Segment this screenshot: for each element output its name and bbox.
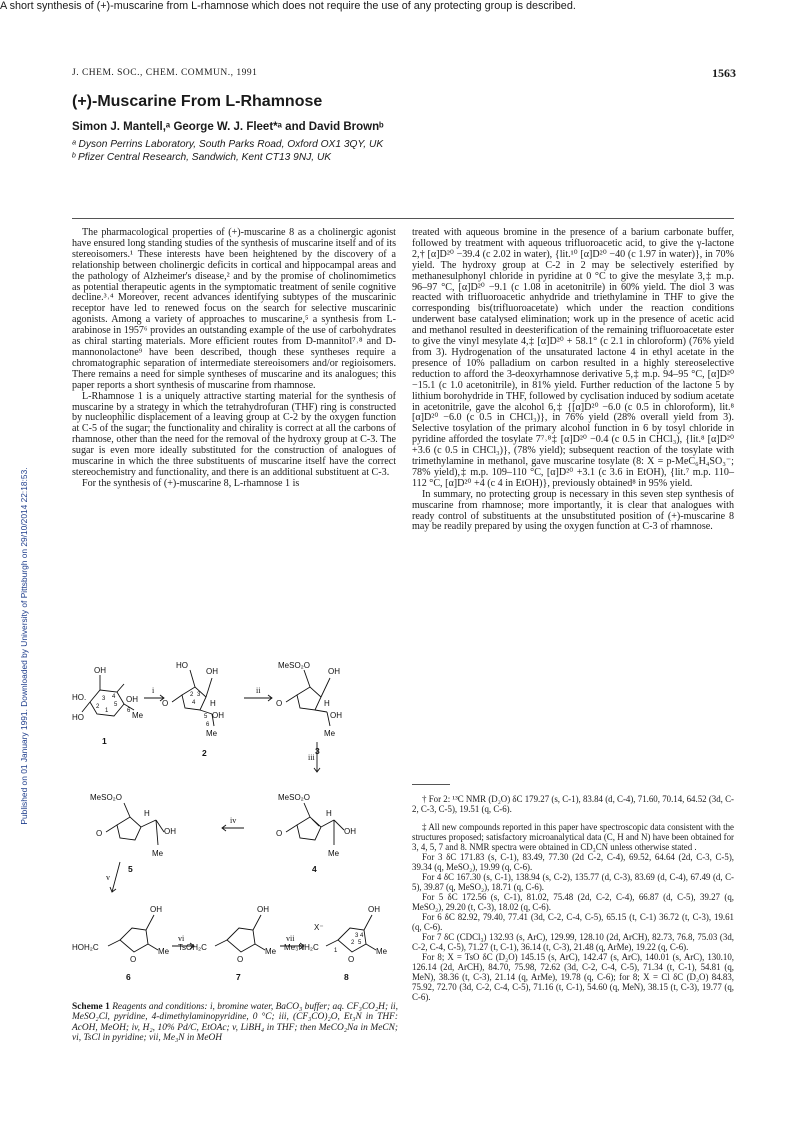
footnote-divider: [412, 784, 450, 785]
svg-text:HO: HO: [176, 661, 188, 670]
paragraph: treated with aqueous bromine in the presence of a barium carbonate buffer, followed by treatment with aqueous trifluoroacetic acid, to give the γ-lactone 2,† [α]D²⁰ −39.4 (c 2.02 in water), {lit.¹⁰ [α]D²⁰ −40 (c 1.97 in water)}, in 70% yield. The hydroxy group at C-2 in 2 may be selectively esterified by methanesulphonyl chloride in pyridine at 0 °C to give the mesylate 3,‡ m.p. 96–97 °C, [α]D²⁰ −9.1 (c 1.08 in acetonitrile) in 60% yield. The diol 3 was reacted with trifluoroacetic anhydride and triethylamine in THF to give the corresponding bis(trifluoroacetate) which under the reaction conditions underwent base catalysed elimination; work up in the presence of acetic acid and methanol resulted in deesterification of the remaining trifluoroacetate ester to give the vinyl mesylate 4,‡ [α]D²⁰ + 58.1° (c 2.1 in chloroform) (76% yield from 3). Hydrogenation of the unsaturated lactone 4 in ethyl acetate in the presence of 10% palladium on carbon resulted in a highly stereoselective reduction to afford the 3-deoxyrhamnose derivative 5,‡ m.p. 94–95 °C, [α]D²⁰ −15.1 (c 1.0 acetonitrile), in 81% yield. Further reduction of the lactone 5 by lithium borohydride in THF, followed by cyclisation induced by sodium acetate in acetonitrile, gave the alcohol 6,‡ {[α]D²⁰ −6.0 (c 0.5 in chloroform), lit.⁸ [α]D²⁰ −6.0 (c 0.5 in CHCl₃)}, in 76% yield (28% overall yield from 3). Selective tosylation of the primary alcohol function in 6 by tosyl chloride in pyridine afforded the tosylate 7⁷˒⁸‡ [α]D²⁰ −0.4 (c 0.5 in CHCl₃), {lit.⁸ [α]D²⁰ +3.6 (c 0.5 in CHCl₃)}, (78% yield); subsequent reaction of the tosylate with trimethylamine in methanol, gave muscarine tosylate (8: X = p-MeC₆H₄SO₃⁻; 78% yield),‡ m.p. 109–110 °C, [α]D²⁰ +3.1 (c 3.6 in EtOH), {lit.⁷ m.p. 110–112 °C, [α]D²⁰ +4 (c 4 in EtOH)}, previously obtained⁸ in 95% yield.: [412, 227, 734, 489]
footnotes: [412, 794, 734, 1002]
step-i-label: i: [152, 686, 155, 695]
compound-7-label: 7: [236, 972, 241, 982]
caption-heading: Scheme 1: [72, 1002, 110, 1012]
download-watermark: Published on 01 January 1991. Downloaded by University of Pittsburgh on 29/10/2014 22:18:53.: [19, 467, 29, 825]
svg-text:OH: OH: [150, 905, 162, 914]
svg-text:4: 4: [360, 933, 364, 939]
svg-text:Me: Me: [132, 711, 144, 720]
page-number: 1563: [712, 66, 736, 80]
svg-text:6: 6: [206, 722, 210, 728]
svg-text:OH: OH: [344, 827, 356, 836]
reaction-scheme: [72, 640, 402, 995]
svg-text:OH: OH: [212, 711, 224, 720]
compound-5-ring: [117, 817, 141, 840]
compound-4-label: 4: [312, 864, 317, 874]
svg-text:Me₃NH₂C: Me₃NH₂C: [284, 943, 319, 952]
svg-text:OH: OH: [330, 711, 342, 720]
compound-7-ring: [227, 928, 255, 952]
svg-text:OH: OH: [164, 827, 176, 836]
svg-text:3: 3: [197, 692, 201, 698]
caption-text: Reagents and conditions: i, bromine water, BaCO₃ buffer; aq. CF₃CO₂H; ii, MeSO₂Cl, pyridine, 4-dimethylaminopyridine, 0 °C; iii, (CF₃CO)₂O, Et₃N in THF: AcOH, MeOH; iv, H₂, 10% Pd/C, EtOAc; v, LiBH₄ in THF; then MeCO₂Na in MeCN; vi, TsCl in pyridine; vii, Me₃N in MeOH: [72, 1002, 399, 1044]
svg-text:OH: OH: [368, 905, 380, 914]
svg-text:H: H: [144, 809, 150, 818]
svg-text:O: O: [96, 829, 103, 838]
step-v-label: v: [106, 873, 110, 882]
svg-text:O: O: [237, 955, 244, 964]
svg-text:1: 1: [105, 708, 109, 714]
compound-3-ring: [297, 687, 321, 710]
compound-5-label: 5: [128, 864, 133, 874]
svg-text:Me: Me: [376, 947, 388, 956]
compound-8-label: 8: [344, 972, 349, 982]
svg-text:Me: Me: [152, 849, 164, 858]
svg-text:HO.: HO.: [72, 693, 87, 702]
compound-6-label: 6: [126, 972, 131, 982]
article-title: (+)-Muscarine From L-Rhamnose: [72, 93, 323, 110]
svg-text:OH: OH: [94, 666, 106, 675]
author-list: Simon J. Mantell,ᵃ George W. J. Fleet*ᵃ and David Brownᵇ: [72, 121, 384, 133]
svg-text:2: 2: [96, 704, 100, 710]
svg-text:O: O: [276, 829, 283, 838]
svg-text:1: 1: [334, 948, 338, 954]
svg-text:X⁻: X⁻: [314, 923, 324, 932]
paragraph: In summary, no protecting group is necessary in this seven step synthesis of muscarine from rhamnose; more importantly, it is clear that analogues with ready control of substituents at the unsubstituted position of (+)-muscarine 8 may be readily prepared by using the oxygen function at C-3 of rhamnose.: [412, 488, 734, 533]
svg-text:H: H: [210, 699, 216, 708]
abstract: A short synthesis of (+)-muscarine from L-rhamnose which does not require the use of any protecting group is described.: [0, 0, 576, 12]
journal-header: J. CHEM. SOC., CHEM. COMMUN., 1991: [72, 68, 258, 78]
right-column: [412, 228, 734, 533]
compound-2-ring: [182, 687, 206, 710]
step-iv-label: iv: [230, 816, 237, 825]
svg-text:3: 3: [355, 933, 359, 939]
svg-text:MeSO₂O: MeSO₂O: [278, 661, 310, 670]
svg-text:MeSO₂O: MeSO₂O: [90, 793, 122, 802]
svg-text:6: 6: [127, 708, 131, 714]
svg-text:Me: Me: [206, 729, 218, 738]
footnote: † For 2: ¹³C NMR (D₂O) δC 179.27 (s, C-1), 83.84 (d, C-4), 71.60, 70.14, 64.52 (3d, C-2, C-3, C-5), 19.51 (q, C-6).: [412, 794, 734, 814]
footnote: For 8; X = TsO δC (D₂O) 145.15 (s, ArC), 142.47 (s, ArC), 140.01 (s, ArC), 130.10, 126.14 (2d, ArCH), 84.70, 75.98, 72.62 (3d, C-2, C-4, C-5), 71.34 (t, C-1), 54.81 (q, MeN), 38.36 (t, C-3), 21.14 (q, ArMe), 19.78 (q, C-6); for 8; X = Cl δC (D₂O) 84.83, 75.92, 72.70 (3d, C-2, C-4, C-5), 71.16 (t, C-1), 54.60 (q, MeN), 38.15 (t, C-3), 19.77 (q, C-6).: [412, 952, 734, 1002]
svg-text:OH: OH: [126, 695, 138, 704]
compound-4-ring: [297, 817, 321, 840]
svg-text:Me: Me: [265, 947, 277, 956]
step-vi-label: vi: [178, 934, 185, 943]
svg-text:OH: OH: [328, 667, 340, 676]
footnote: For 3 δC 171.83 (s, C-1), 83.49, 77.30 (2d C-2, C-4), 69.52, 64.64 (2d, C-3, C-5), 39.34 (q, MeSO₂), 19.99 (q, C-6).: [412, 852, 734, 872]
footnote: For 6 δC 82.92, 79.40, 77.41 (3d, C-2, C-4, C-5), 65.15 (t, C-1) 36.72 (t, C-3), 19.61 (q, C-6).: [412, 912, 734, 932]
svg-text:Me: Me: [158, 947, 170, 956]
svg-text:5: 5: [114, 702, 118, 708]
compound-2-label: 2: [202, 748, 207, 758]
svg-text:MeSO₂O: MeSO₂O: [278, 793, 310, 802]
svg-text:4: 4: [192, 700, 196, 706]
svg-text:OH: OH: [257, 905, 269, 914]
svg-text:3: 3: [102, 696, 106, 702]
paragraph: For the synthesis of (+)-muscarine 8, L-rhamnose 1 is: [82, 477, 300, 489]
left-column: [72, 228, 396, 490]
section-divider: [72, 218, 734, 219]
svg-text:2: 2: [190, 692, 194, 698]
svg-text:HO: HO: [72, 713, 84, 722]
footnote: ‡ All new compounds reported in this paper have spectroscopic data consistent with the structures proposed; satisfactory microanalytical data (C, H and N) have been obtained for 3, 4, 5, 7 and 8. NMR spectra were obtained in CD₃CN unless otherwise stated .: [412, 822, 734, 852]
scheme-caption: [72, 1002, 398, 1044]
svg-text:O: O: [348, 955, 355, 964]
paragraph: The pharmacological properties of (+)-muscarine 8 as a cholinergic agonist have ensured long standing studies of the synthesis of muscarine itself and of its stereoisomers.¹ These interests have been heightened by the discovery of a relationship between cholinergic deficits in cortical and hippocampal areas and the pathology of Alzheimer's disease,² and by the promise of cholinomimetics as potential therapeutic agents in the symptomatic treatment of senile cognitive decline.³˒⁴ Moreover, recent advances identifying subtypes of the muscarinic receptor have led to renewed focus on the search for selective muscarinic agonists. Among a variety of approaches to muscarine,⁵ a synthesis from L-arabinose in 1957⁶ provides an outstanding example of the use of carbohydrates as chiral starting materials. More efficient routes from D-mannitol⁷˒⁸ and D-mannonolactone⁹ have been described, though these syntheses require a chromatographic separation of intermediate stereoisomers and/or regioisomers. There remains a need for simple syntheses of muscarine and its analogues; this paper reports a short synthesis of muscarine from rhamnose.: [72, 227, 396, 391]
svg-text:OH: OH: [206, 667, 218, 676]
step-vii-label: vii: [286, 934, 295, 943]
footnote: For 5 δC 172.56 (s, C-1), 81.02, 75.48 (2d, C-2, C-4), 66.87 (d, C-5), 39.27 (q, MeSO₂), 29.20 (t, C-3), 18.02 (q, C-6).: [412, 892, 734, 912]
svg-text:4: 4: [112, 694, 116, 700]
svg-text:H: H: [326, 809, 332, 818]
svg-text:Me: Me: [324, 729, 336, 738]
svg-text:Me: Me: [328, 849, 340, 858]
svg-text:5: 5: [358, 940, 362, 946]
step-iii-label: iii: [308, 753, 315, 762]
affiliation-b: ᵇ Pfizer Central Research, Sandwich, Kent CT13 9NJ, UK: [72, 152, 332, 163]
svg-text:O: O: [162, 699, 169, 708]
svg-text:H: H: [324, 699, 330, 708]
svg-text:O: O: [130, 955, 137, 964]
svg-text:TsOH₂C: TsOH₂C: [178, 943, 207, 952]
step-ii-label: ii: [256, 686, 261, 695]
compound-1-label: 1: [102, 736, 107, 746]
compound-6-ring: [120, 928, 148, 952]
svg-text:5: 5: [204, 714, 208, 720]
svg-text:O: O: [276, 699, 283, 708]
paragraph: L-Rhamnose 1 is a uniquely attractive starting material for the synthesis of muscarine by a strategy in which the tetrahydrofuran (THF) ring is constructed by nucleophilic displacement of a leaving group at C-2 by the oxygen function at C-5 of the sugar; the functionality and chirality is correct at all the carbons of rhamnose, other than the need for the removal of the hydroxy group at C-3. The sugar is even more ideally substituted for the construction of analogues of muscarine in which the three substituents of muscarine itself have the correct stereochemistry and functionality, and there is an additional substituent at C-3.: [72, 390, 396, 478]
affiliation-a: ᵃ Dyson Perrins Laboratory, South Parks Road, Oxford OX1 3QY, UK: [72, 139, 384, 150]
svg-text:HOH₂C: HOH₂C: [72, 943, 99, 952]
compound-3-label: 3: [315, 746, 320, 756]
footnote: For 4 δC 167.30 (s, C-1), 138.94 (s, C-2), 135.77 (d, C-3), 83.69 (d, C-4), 67.49 (d, C-5), 39.87 (q, MeSO₂), 18.71 (q, C-6).: [412, 872, 734, 892]
svg-text:2: 2: [351, 940, 355, 946]
footnote: For 7 δC (CDCl₃) 132.93 (s, ArC), 129.99, 128.10 (2d, ArCH), 82.73, 76.8, 75.03 (3d, C-2, C-4, C-5), 71.27 (t, C-1), 36.14 (t, C-3), 21.48 (q, ArMe), 19.22 (q, C-6).: [412, 932, 734, 952]
